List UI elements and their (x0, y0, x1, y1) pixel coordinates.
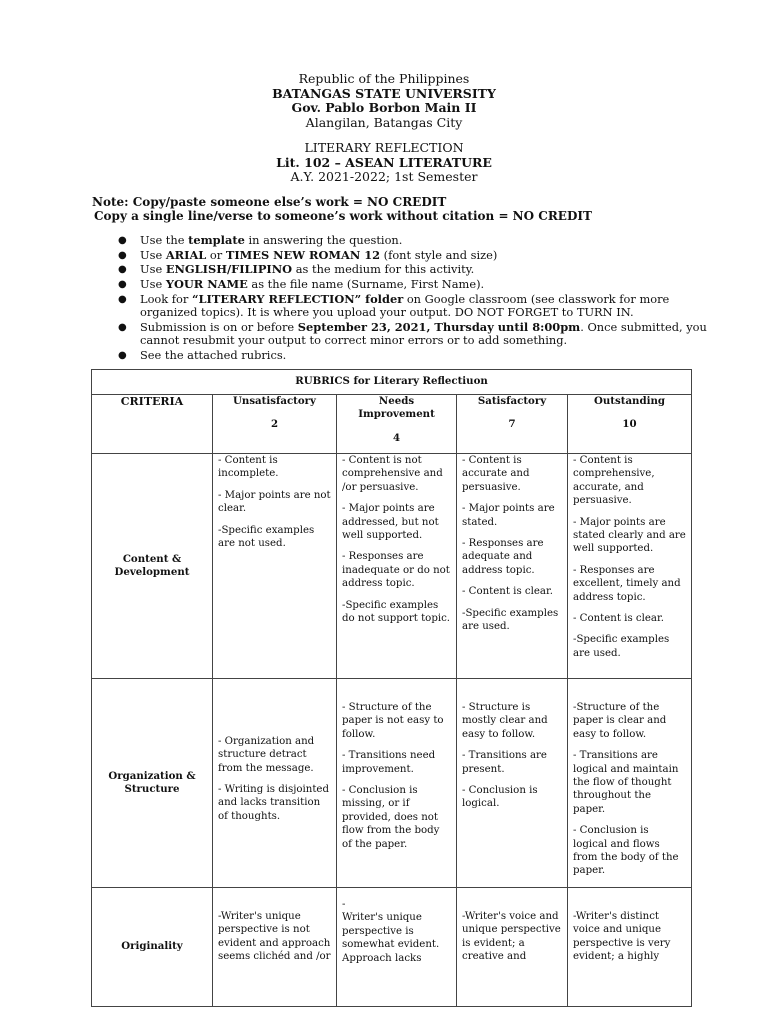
instruction-item: ● Look for “LITERARY REFLECTION” folder on Google classroom (see classwork for more organized topics). It is where you upload your output. DO NOT FORGET to TURN IN. (118, 291, 670, 320)
rubric-cell: - Structure is mostly clear and easy to follow. - Transitions are present. - Conclusion is logical. (457, 679, 568, 888)
level-header (337, 395, 457, 454)
bullet-icon: ● (118, 235, 127, 246)
level-label: Needs Improvement (358, 395, 435, 421)
university-header (0, 72, 768, 130)
note-line-1: Note: Copy/paste someone else’s work = NO CREDIT (92, 195, 447, 209)
criterion-cell: Originality (92, 888, 213, 1007)
level-score: 4 (392, 431, 401, 444)
rubric-row-originality (92, 888, 692, 1007)
activity-title-block (0, 141, 768, 185)
republic-line: Republic of the Philippines (298, 71, 470, 86)
rubric-cell: -Writer's voice and unique perspective is evident; a creative and (457, 888, 568, 1007)
criteria-header: CRITERIA (92, 395, 213, 454)
criterion-cell: Organization & Structure (92, 679, 213, 888)
rubric-cell: - Writer's unique perspective is somewhat evident. Approach lacks (337, 888, 457, 1007)
rubric-row-content (92, 454, 692, 679)
rubric-cell: - Content is incomplete. - Major points are not clear. -Specific examples are not used. (213, 454, 337, 679)
rubric-cell: -Structure of the paper is clear and easy to follow. - Transitions are logical and maintain the flow of thought throughout the paper. - Conclusion is logical and flows from the body of the paper. (568, 679, 692, 888)
level-header (457, 395, 568, 454)
level-score: 2 (270, 418, 279, 431)
rubric-cell: -Writer's distinct voice and unique perspective is very evident; a highly (568, 888, 692, 1007)
bullet-icon: ● (118, 279, 127, 291)
instruction-item: ● See the attached rubrics. (118, 347, 287, 362)
instruction-item: ● Submission is on or before September 23, 2021, Thursday until 8:00pm. Once submitted, you cannot resubmit your output to correct minor errors or to add something. (118, 319, 707, 347)
credit-notes (92, 195, 592, 223)
criterion-cell: Content & Development (92, 454, 213, 679)
rubric-row-organization (92, 679, 692, 888)
rubric-cell: -Writer's unique perspective is not evident and approach seems clichéd and /or (213, 888, 337, 1007)
instruction-item: ● Use ENGLISH/FILIPINO as the medium for this activity. (118, 262, 475, 277)
instruction-item: ● Use the template in answering the question. (118, 233, 403, 247)
bullet-icon: ● (118, 349, 127, 361)
note-line-2: Copy a single line/verse to someone’s work without citation = NO CREDIT (94, 209, 592, 223)
instruction-item: ● Use ARIAL or TIMES NEW ROMAN 12 (font style and size) (118, 247, 498, 262)
bullet-icon: ● (118, 321, 127, 333)
level-label: Satisfactory (477, 395, 547, 407)
level-label: Unsatisfactory (233, 395, 316, 407)
instructions-list (118, 234, 718, 363)
instruction-item: ● Use YOUR NAME as the file name (Surname, First Name). (118, 277, 485, 292)
level-header (568, 395, 692, 454)
rubric-cell: - Content is comprehensive, accurate, and persuasive. - Major points are stated clearly and are well supported. - Responses are excellent, timely and address topic. - Content is clear. -Specific examples are used. (568, 454, 692, 679)
rubric-cell: - Content is accurate and persuasive. - Major points are stated. - Responses are adequate and address topic. - Content is clear. -Specific examples are used. (457, 454, 568, 679)
level-score: 7 (508, 418, 516, 431)
activity-title: LITERARY REFLECTION (304, 140, 464, 155)
campus-name: Gov. Pablo Borbon Main II (291, 100, 477, 115)
campus-address: Alangilan, Batangas City (305, 114, 463, 130)
rubric-caption: RUBRICS for Literary Reflectiuon (92, 370, 692, 395)
level-header (213, 395, 337, 454)
bullet-icon: ● (118, 249, 127, 261)
course-title: Lit. 102 – ASEAN LITERATURE (276, 154, 492, 170)
bullet-icon: ● (118, 264, 127, 276)
rubric-cell: - Structure of the paper is not easy to follow. - Transitions need improvement. - Conclusion is missing, or if provided, does not flow from the body of the paper. (337, 679, 457, 888)
level-score: 10 (622, 418, 637, 431)
university-name: BATANGAS STATE UNIVERSITY (272, 85, 496, 101)
rubric-table (91, 369, 692, 1007)
bullet-icon: ● (118, 293, 127, 305)
rubric-cell: - Content is not comprehensive and /or persuasive. - Major points are addressed, but not well supported. - Responses are inadequate or do not address topic. -Specific examples do not support topic. (337, 454, 457, 679)
rubric-header-row (92, 395, 692, 454)
level-label: Outstanding (594, 395, 665, 407)
term-line: A.Y. 2021-2022; 1st Semester (290, 169, 478, 184)
rubric-cell: - Organization and structure detract from the message. - Writing is disjointed and lacks transition of thoughts. (213, 679, 337, 888)
